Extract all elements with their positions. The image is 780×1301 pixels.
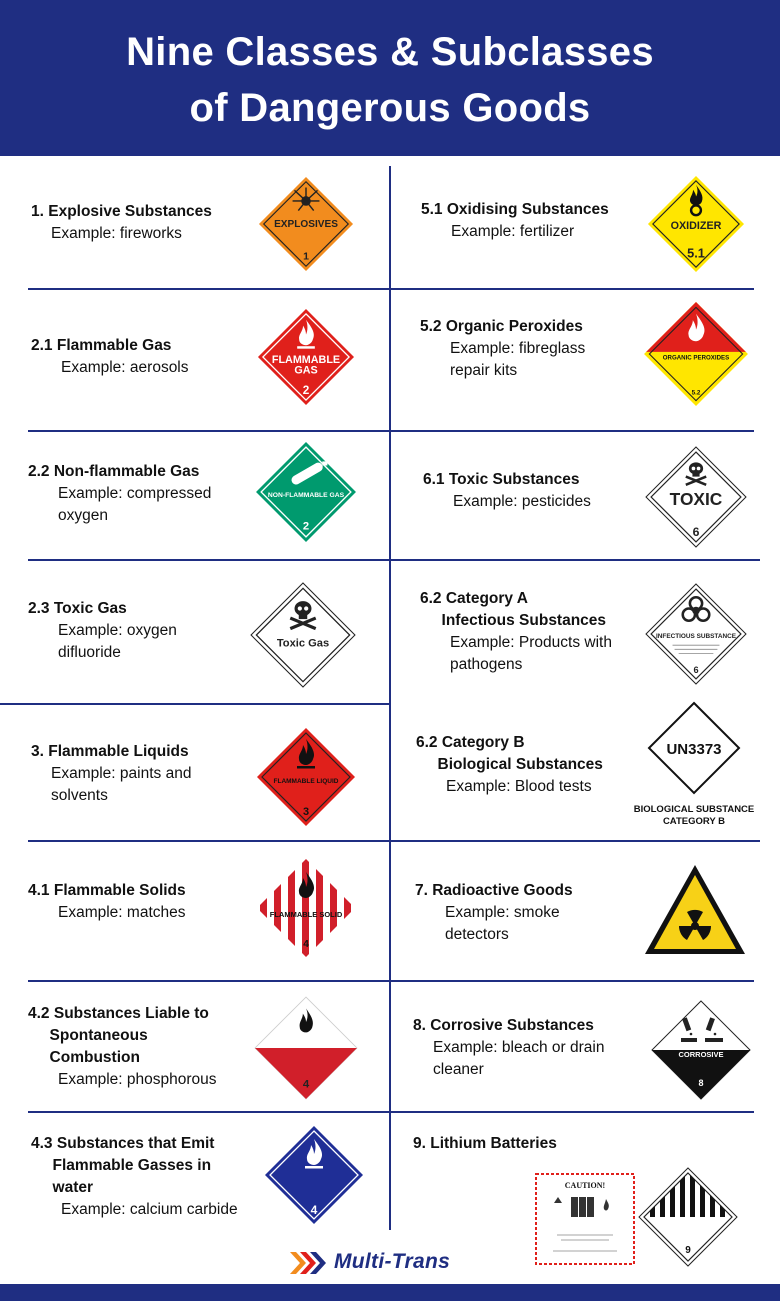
row-divider-left-4 [0, 703, 390, 705]
class-heading: 2.2 Non-flammable Gas [28, 463, 200, 480]
spontaneously-combustible-placard [254, 996, 358, 1100]
class-heading: 4.3 Substances that Emit Flammable Gasses in water [31, 1135, 215, 1196]
brand-logo [288, 1248, 498, 1280]
row-divider-left-7 [28, 1111, 390, 1113]
sign-number: 4 [310, 1203, 318, 1217]
sign-label: FLAMMABLE LIQUID [273, 778, 339, 785]
class-heading: 6.2 Category A Infectious Substances [420, 590, 607, 629]
class-9-placard [638, 1167, 738, 1267]
row-divider-right-2 [390, 430, 754, 432]
sign-number: 3 [302, 806, 310, 818]
class-heading: 5.1 Oxidising Substances [421, 201, 609, 218]
class-example: Example: phosphorous [58, 1071, 217, 1088]
row-divider-right-7 [390, 1111, 754, 1113]
class-example: Example: pesticides [453, 493, 591, 510]
class-8-text [413, 1015, 604, 1081]
row-divider-right-3 [390, 559, 760, 561]
sign-label: NON-FLAMMABLE GAS [267, 492, 345, 500]
class-6-2a-text [420, 588, 612, 676]
organic-peroxide-placard [643, 301, 749, 407]
class-example: Example: paints and solvents [51, 765, 192, 804]
class-heading: 1. Explosive Substances [31, 203, 212, 220]
class-heading: 5.2 Organic Peroxides [420, 318, 583, 335]
class-2-1-text [31, 335, 189, 379]
class-4-2-text [28, 1003, 217, 1091]
dangerous-when-wet-placard [264, 1125, 364, 1225]
row-divider-left-6 [28, 980, 390, 982]
toxic-placard [645, 446, 747, 548]
class-2-3-text [28, 598, 177, 664]
class-example: Example: calcium carbide [61, 1201, 238, 1218]
sign-number: 5.1 [687, 245, 705, 261]
class-example: Example: bleach or drain cleaner [433, 1039, 605, 1078]
class-6-1-text [423, 469, 591, 513]
toxic-gas-placard [250, 582, 356, 688]
sign-number: 5.2 [691, 389, 701, 397]
class-5-2-text [420, 316, 585, 382]
class-5-1-text [421, 199, 609, 243]
class-example: Example: smoke detectors [445, 904, 560, 943]
class-7-text [415, 880, 573, 946]
row-divider-left-5 [28, 840, 390, 842]
class-1-text [31, 201, 212, 245]
class-heading: 4.2 Substances Liable to Spontaneous Combustion [28, 1005, 209, 1066]
radioactive-warning-sign [642, 862, 748, 958]
infectious-substance-placard [645, 583, 747, 685]
sign-label: INFECTIOUS SUBSTANCE [656, 633, 736, 641]
sign-label: FLAMMABLE SOLID [269, 910, 343, 919]
center-divider [389, 166, 391, 1230]
sign-number: 6 [693, 664, 699, 675]
explosives-placard [258, 176, 354, 272]
class-example: Example: matches [58, 904, 186, 921]
page-title-line-1: Nine Classes & Subclasses [126, 30, 654, 74]
class-example: Example: aerosols [61, 359, 189, 376]
sign-label: Toxic Gas [276, 637, 330, 650]
footer-bar [0, 1284, 780, 1301]
sign-label: OXIDIZER [670, 219, 722, 232]
sign-label: TOXIC [669, 489, 723, 510]
class-heading: 7. Radioactive Goods [415, 882, 573, 899]
class-6-2b-text [416, 732, 603, 798]
flammable-solid-placard [256, 858, 356, 958]
sign-label: EXPLOSIVES [274, 218, 338, 230]
sign-number: 2 [302, 520, 310, 533]
brand-name: Multi-Trans [334, 1250, 451, 1273]
sign-label: CORROSIVE [678, 1050, 724, 1059]
un3373-biological-substance-mark [632, 700, 756, 830]
oxidizer-placard [647, 175, 745, 273]
class-example: Example: fireworks [51, 225, 182, 242]
sign-number: 6 [692, 524, 700, 539]
sign-label: ORGANIC PEROXIDES [662, 354, 730, 362]
class-heading: 6.2 Category B Biological Substances [416, 734, 603, 773]
row-divider-right-5 [390, 840, 760, 842]
row-divider-right-1 [390, 288, 754, 290]
un-number-label: UN3373 [666, 741, 722, 758]
sign-caption-line-2: CATEGORY B [662, 816, 726, 827]
flammable-gas-placard [257, 308, 355, 406]
page-header [0, 0, 780, 156]
corrosive-placard [651, 1000, 751, 1100]
class-heading: 6.1 Toxic Substances [423, 471, 580, 488]
sign-number: 8 [698, 1078, 704, 1088]
caution-label: CAUTION! [564, 1181, 606, 1190]
class-heading: 2.1 Flammable Gas [31, 337, 172, 354]
class-9-text [413, 1133, 557, 1155]
flammable-liquid-placard [256, 727, 356, 827]
row-divider-right-6 [390, 980, 754, 982]
class-heading: 8. Corrosive Substances [413, 1017, 594, 1034]
class-3-text [31, 741, 191, 807]
sign-number: 9 [685, 1245, 691, 1256]
class-heading: 9. Lithium Batteries [413, 1135, 557, 1152]
logo-chevron-icon [288, 1250, 330, 1276]
sign-number: 1 [303, 250, 309, 263]
class-example: Example: oxygen difluoride [58, 622, 177, 661]
sign-number: 4 [303, 939, 309, 950]
class-4-1-text [28, 880, 186, 924]
class-example: Example: Products with pathogens [450, 634, 612, 673]
class-4-3-text [31, 1133, 238, 1221]
class-2-2-text [28, 461, 211, 527]
row-divider-left-2 [28, 430, 390, 432]
class-example: Example: compressed oxygen [58, 485, 212, 524]
lithium-battery-caution-label [535, 1173, 635, 1265]
class-heading: 2.3 Toxic Gas [28, 600, 127, 617]
non-flammable-gas-placard [255, 441, 357, 543]
class-example: Example: fertilizer [451, 223, 575, 240]
class-heading: 3. Flammable Liquids [31, 743, 189, 760]
class-example: Example: fibreglass repair kits [450, 340, 586, 379]
row-divider-left-1 [28, 288, 390, 290]
row-divider-left-3 [28, 559, 390, 561]
sign-number: 2 [302, 384, 310, 398]
sign-number: 4 [302, 1078, 310, 1091]
sign-label-line-2: GAS [294, 364, 318, 377]
sign-label-line-1: FLAMMABLE [271, 353, 341, 366]
sign-caption-line-1: BIOLOGICAL SUBSTANCE [633, 804, 755, 815]
page-title-line-2: of Dangerous Goods [189, 86, 591, 130]
class-example: Example: Blood tests [446, 778, 592, 795]
class-heading: 4.1 Flammable Solids [28, 882, 186, 899]
